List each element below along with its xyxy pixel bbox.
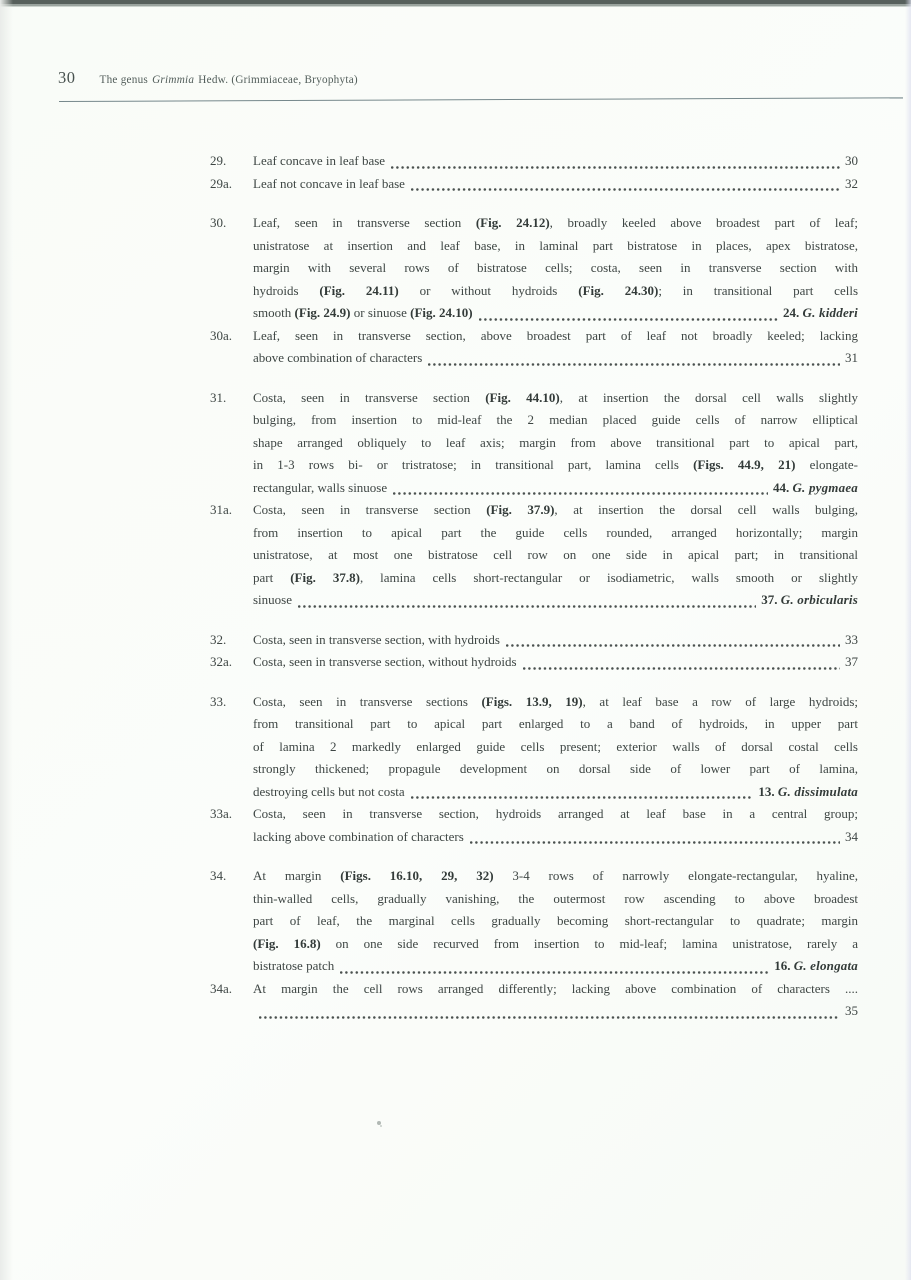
key-item-text xyxy=(253,865,858,978)
key-ref: 37. G. orbicularis xyxy=(761,592,858,607)
key-text-line: Costa, seen in transverse section, hydroids arranged at leaf base in a central group; xyxy=(253,806,858,821)
key-item-text xyxy=(253,978,858,1023)
key-item-text xyxy=(253,629,858,652)
key-text-line: hydroids (Fig. 24.11) or without hydroids (Fig. 24.30); in transitional part cells xyxy=(253,282,859,298)
dot-leader xyxy=(470,841,840,844)
key-item xyxy=(210,499,858,612)
dot-leader xyxy=(391,166,840,169)
key-ref: 24. G. kidderi xyxy=(783,305,858,320)
couplet-number: 30. xyxy=(210,215,227,230)
key-tail-text: Costa, seen in transverse section, without hydroids xyxy=(253,654,517,669)
key-tail-text: Costa, seen in transverse section, with hydroids xyxy=(253,631,500,647)
key-text-line: margin with several rows of bistratose cells; costa, seen in transverse section with xyxy=(253,260,858,275)
couplet-number: 29. xyxy=(210,153,227,168)
key-leader-row xyxy=(253,651,858,674)
key-leader-row xyxy=(253,1000,858,1023)
key-tail-text: sinuose xyxy=(253,592,292,607)
key-tail-text: lacking above combination of characters xyxy=(253,828,464,844)
key-item xyxy=(210,173,858,196)
key-leader-row xyxy=(253,589,858,612)
key-ref: 34 xyxy=(845,828,858,844)
couplet-number: 32. xyxy=(210,631,227,647)
key-text-line: Leaf, seen in transverse section (Fig. 24.12), broadly keeled above broadest part of leaf; xyxy=(253,215,858,230)
couplet-number: 31. xyxy=(210,389,227,405)
key-item xyxy=(210,629,858,652)
key-item-text xyxy=(253,651,858,674)
key-ref: 44. G. pygmaea xyxy=(772,479,858,495)
key-leader-row xyxy=(253,150,858,173)
key-item-text xyxy=(253,325,858,370)
couplet-number: 33a. xyxy=(210,806,233,821)
key-text-line: Leaf, seen in transverse section, above broadest part of leaf not broadly keeled; lacking xyxy=(253,327,858,343)
key-tail-text: Leaf not concave in leaf base xyxy=(253,175,405,191)
key-text-line: from insertion to apical part the guide cells rounded, arranged horizontally; margin xyxy=(253,524,858,540)
key-leader-row xyxy=(253,173,858,196)
key-text-line: part (Fig. 37.8), lamina cells short-rectangular or isodiametric, walls smooth or slightly xyxy=(253,569,859,585)
key-item xyxy=(210,691,858,804)
key-text-line: bulging, from insertion to mid-leaf the 2 median placed guide cells of narrow elliptical xyxy=(253,412,858,427)
couplet-number: 32a. xyxy=(210,654,233,669)
key-item-text xyxy=(253,150,858,173)
dot-leader xyxy=(340,971,769,974)
dot-leader xyxy=(411,188,840,191)
key-item xyxy=(210,150,858,173)
dot-leader xyxy=(428,363,840,366)
key-ref: 37 xyxy=(845,654,858,669)
key-item xyxy=(210,325,858,370)
key-text-line: unistratose, at most one bistratose cell row on one side in apical part; in transitional xyxy=(253,547,858,562)
couplet-number: 33. xyxy=(210,693,227,709)
key-text-line: from transitional part to apical part enlarged to a band of hydroids, in upper part xyxy=(253,716,858,731)
key-tail-text: smooth (Fig. 24.9) or sinuose (Fig. 24.10) xyxy=(253,305,473,320)
key-tail-text: Leaf concave in leaf base xyxy=(253,153,386,168)
key-text-line: in 1-3 rows bi- or tristratose; in transitional part, lamina cells (Figs. 44.9, 21) elongate- xyxy=(253,457,858,472)
key-leader-row xyxy=(253,781,858,804)
key-text-line: shape arranged obliquely to leaf axis; margin from above transitional part to apical part, xyxy=(253,434,858,450)
dot-leader xyxy=(393,492,768,495)
couplet-number: 30a. xyxy=(210,327,233,343)
key-leader-row xyxy=(253,302,858,325)
key-ref: 35 xyxy=(845,1003,858,1018)
couplet-number: 34. xyxy=(210,868,227,883)
running-title-prefix: The genus xyxy=(99,74,149,86)
key-item xyxy=(210,387,858,500)
key-item xyxy=(210,651,858,674)
key-leader-row xyxy=(253,955,858,978)
key-tail-text: bistratose patch xyxy=(253,958,335,973)
key-ref: 31 xyxy=(845,350,858,365)
key-text-line: Costa, seen in transverse sections (Figs. 13.9, 19), at leaf base a row of large hydroids; xyxy=(253,693,859,709)
key-list xyxy=(210,150,858,1023)
key-text-line: unistratose at insertion and leaf base, in laminal part bistratose in places, apex bistratose, xyxy=(253,237,858,253)
dot-leader xyxy=(298,605,756,608)
key-ref: 32 xyxy=(845,175,858,191)
key-item xyxy=(210,803,858,848)
key-item-text xyxy=(253,691,858,804)
running-title xyxy=(100,74,358,86)
key-ref: 33 xyxy=(845,631,858,647)
key-item-text xyxy=(253,212,858,325)
key-item-text xyxy=(253,387,858,500)
key-leader-row xyxy=(253,347,858,370)
dot-leader xyxy=(411,796,754,799)
dot-leader xyxy=(259,1016,840,1019)
key-text-line: of lamina 2 markedly enlarged guide cells present; exterior walls of dorsal costal cells xyxy=(253,738,858,754)
key-text-line: part of leaf, the marginal cells gradually becoming short-rectangular to quadrate; margin xyxy=(253,913,858,928)
key-text-line: At margin (Figs. 16.10, 29, 32) 3-4 rows of narrowly elongate-rectangular, hyaline, xyxy=(253,868,858,883)
dot-leader xyxy=(506,644,840,647)
page-number: 30 xyxy=(58,68,76,87)
key-item-text xyxy=(253,499,858,612)
key-item-text xyxy=(253,803,858,848)
key-text-line: (Fig. 16.8) on one side recurved from insertion to mid-leaf; lamina unistratose, rarely a xyxy=(253,935,858,951)
key-item-text xyxy=(253,173,858,196)
couplet-number: 31a. xyxy=(210,502,233,517)
key-item xyxy=(210,865,858,978)
dot-leader xyxy=(479,318,778,321)
key-item xyxy=(210,978,858,1023)
key-ref: 13. G. dissimulata xyxy=(758,783,858,799)
dot-leader xyxy=(523,667,840,670)
scan-edge-right xyxy=(905,0,911,1280)
key-text-line: At margin the cell rows arranged differently; lacking above combination of characters .... xyxy=(253,980,858,996)
running-title-suffix: Hedw. (Grimmiaceae, Bryophyta) xyxy=(198,74,358,86)
key-text-line: strongly thickened; propagule development on dorsal side of lower part of lamina, xyxy=(253,761,858,776)
key-leader-row xyxy=(253,477,858,500)
couplet-number: 29a. xyxy=(210,175,233,191)
key-text-line: Costa, seen in transverse section (Fig. 37.9), at insertion the dorsal cell walls bulging, xyxy=(253,502,858,517)
key-tail-text: rectangular, walls sinuose xyxy=(253,479,388,495)
key-leader-row xyxy=(253,826,858,849)
key-ref: 16. G. elongata xyxy=(774,958,858,973)
scan-speck xyxy=(377,1121,381,1125)
scan-edge-left xyxy=(0,0,13,1280)
key-ref: 30 xyxy=(845,153,858,168)
genus-name-italic: Grimmia xyxy=(152,74,195,86)
couplet-number: 34a. xyxy=(210,980,233,996)
key-item xyxy=(210,212,858,325)
key-text-line: thin-walled cells, gradually vanishing, the outermost row ascending to above broadest xyxy=(253,890,858,906)
header-rule xyxy=(59,97,903,102)
scan-edge-top xyxy=(0,0,911,9)
key-text-line: Costa, seen in transverse section (Fig. 44.10), at insertion the dorsal cell walls slightly xyxy=(253,389,859,405)
key-tail-text: destroying cells but not costa xyxy=(253,783,405,799)
key-tail-text: above combination of characters xyxy=(253,350,423,365)
page-header xyxy=(58,68,358,88)
key-leader-row xyxy=(253,629,858,652)
